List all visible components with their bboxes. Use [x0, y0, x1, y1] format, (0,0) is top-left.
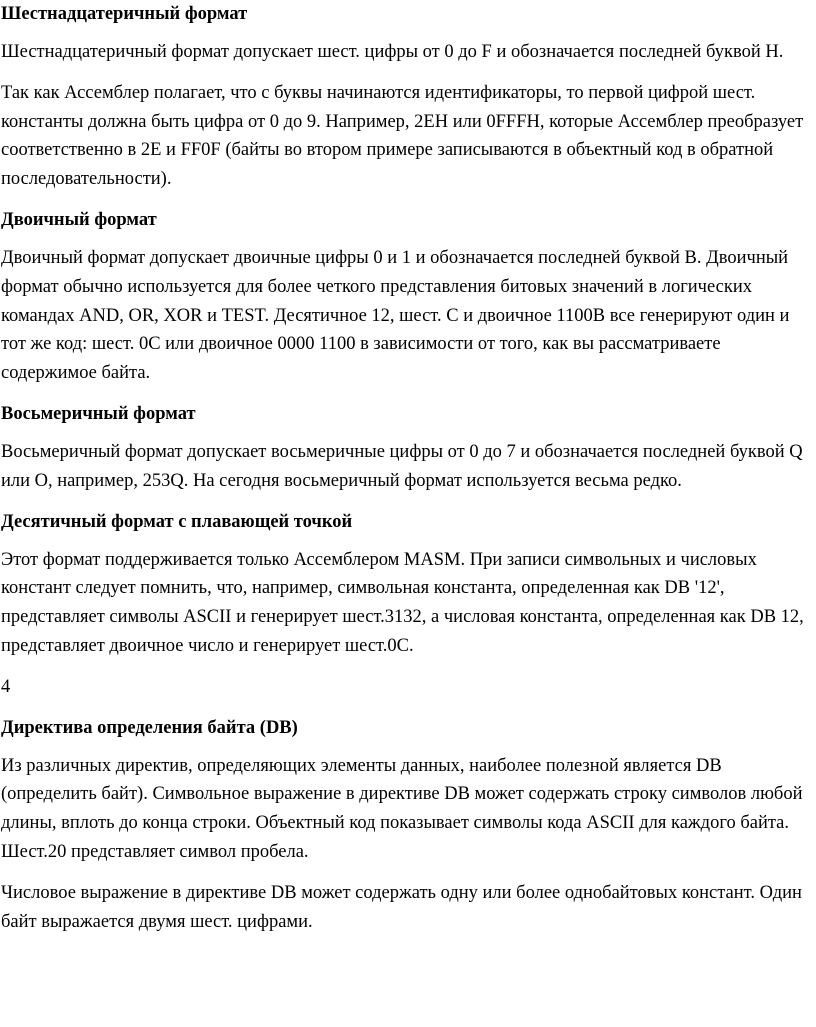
paragraph-binary: Двоичный формат допускает двоичные цифры 0 и 1 и обозначается последней буквой B. Двоичный формат обычно используется для более четкого представления битовых значений в логических командах AND, OR, XOR и TEST. Десятичное 12, шест. C и двоичное 1100B все генерируют один и тот же код: шест. 0C или двоичное 0000 1100 в зависимости от того, как вы рассматриваете содержимое байта.: [1, 247, 790, 384]
paragraph-octal: Восьмеричный формат допускает восьмеричные цифры от 0 до 7 и обозначается последней буквой Q или O, например, 253Q. На сегодня восьмеричный формат используется весьма редко.: [1, 441, 803, 491]
heading-db-directive: Директива определения байта (DB): [1, 717, 298, 738]
page-number: 4: [1, 676, 11, 697]
heading-binary-format: Двоичный формат: [1, 209, 157, 230]
paragraph-hex-details: Так как Ассемблер полагает, что с буквы начинаются идентификаторы, то первой цифрой шест. константы должна быть цифра от 0 до 9. Например, 2EH или 0FFFH, которые Ассемблер преобразует соответственно в 2E и FF0F (байты во втором примере записываются в объектный код в обратной последовательности).: [1, 82, 804, 190]
paragraph-hex-intro: Шестнадцатеричный формат допускает шест. цифры от 0 до F и обозначается последней буквой H.: [1, 42, 784, 62]
heading-float-format: Десятичный формат с плавающей точкой: [1, 511, 353, 532]
paragraph-float: Этот формат поддерживается только Ассемблером MASM. При записи символьных и числовых констант следует помнить, что, например, символьная константа, определенная как DB '12', представляет символы ASCII и генерирует шест.3132, а числовая константа, определенная как DB 12, представляет двоичное число и генерирует шест.0C.: [1, 549, 804, 656]
heading-octal-format: Восьмеричный формат: [1, 403, 196, 424]
paragraph-db-numeric: Числовое выражение в директиве DB может содержать одну или более однобайтовых констант. Один байт выражается двумя шест. цифрами.: [1, 882, 802, 932]
heading-hex-format: Шестнадцатеричный формат: [1, 4, 248, 24]
paragraph-db-intro: Из различных директив, определяющих элементы данных, наиболее полезной является DB (определить байт). Символьное выражение в директиве DB может содержать строку символов любой длины, вплоть до конца строки. Объектный код показывает символы кода ASCII для каждого байта. Шест.20 представляет символ пробела.: [1, 755, 803, 862]
